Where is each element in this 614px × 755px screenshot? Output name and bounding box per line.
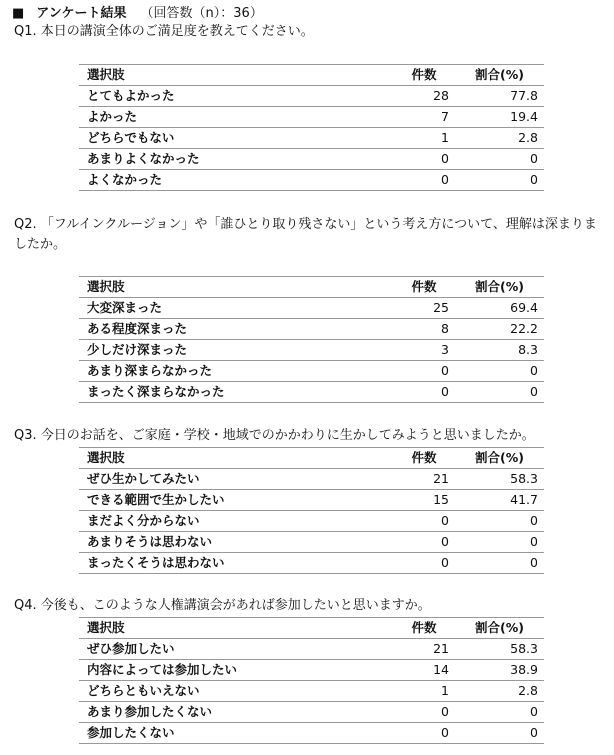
- option-percent: 2.8: [455, 128, 544, 149]
- option-count: 1: [393, 681, 455, 702]
- table-row: [79, 532, 544, 553]
- header-option: 選択肢: [79, 618, 393, 639]
- table-row: [79, 128, 544, 149]
- question-4-text: Q4. 今後も、このような人権講演会があれば参加したいと思いますか。: [14, 598, 431, 613]
- option-count: 1: [393, 128, 455, 149]
- option-label: まったく深まらなかった: [79, 382, 393, 403]
- option-count: 0: [393, 723, 455, 744]
- survey-header: [12, 5, 263, 23]
- option-count: 15: [393, 490, 455, 511]
- table-header-row: [79, 277, 544, 298]
- option-label: ぜひ参加したい: [79, 639, 393, 660]
- option-count: 14: [393, 660, 455, 681]
- respondent-count: （回答数（n）：36）: [140, 6, 263, 21]
- option-label: まだよく分からない: [79, 511, 393, 532]
- question-2-table: [79, 276, 544, 403]
- question-4-table: [79, 617, 544, 744]
- option-percent: 0: [455, 382, 544, 403]
- option-percent: 38.9: [455, 660, 544, 681]
- option-label: 参加したくない: [79, 723, 393, 744]
- option-percent: 0: [455, 702, 544, 723]
- option-percent: 77.8: [455, 86, 544, 107]
- option-percent: 2.8: [455, 681, 544, 702]
- option-label: よかった: [79, 107, 393, 128]
- table-row: [79, 298, 544, 319]
- question-1-table: [79, 64, 544, 191]
- option-count: 0: [393, 702, 455, 723]
- header-percent: 割合(%): [455, 277, 544, 298]
- option-count: 0: [393, 532, 455, 553]
- table-header-row: [79, 65, 544, 86]
- option-label: まったくそうは思わない: [79, 553, 393, 574]
- table-row: [79, 639, 544, 660]
- option-count: 0: [393, 382, 455, 403]
- option-count: 8: [393, 319, 455, 340]
- question-2-text: Q2. 「フルインクルージョン」や「誰ひとり取り残さない」という考え方について、理解は深まりましたか。: [14, 217, 597, 252]
- option-percent: 69.4: [455, 298, 544, 319]
- option-count: 25: [393, 298, 455, 319]
- table-row: [79, 149, 544, 170]
- option-count: 21: [393, 469, 455, 490]
- option-percent: 0: [455, 361, 544, 382]
- table-header-row: [79, 618, 544, 639]
- table-row: [79, 553, 544, 574]
- header-percent: 割合(%): [455, 448, 544, 469]
- option-label: ぜひ生かしてみたい: [79, 469, 393, 490]
- table-row: [79, 660, 544, 681]
- table-header-row: [79, 448, 544, 469]
- option-count: 21: [393, 639, 455, 660]
- option-count: 0: [393, 361, 455, 382]
- option-count: 28: [393, 86, 455, 107]
- option-percent: 0: [455, 511, 544, 532]
- option-count: 0: [393, 170, 455, 191]
- table-row: [79, 490, 544, 511]
- option-label: どちらともいえない: [79, 681, 393, 702]
- option-percent: 22.2: [455, 319, 544, 340]
- option-label: よくなかった: [79, 170, 393, 191]
- table-row: [79, 511, 544, 532]
- question-1-text: Q1. 本日の講演全体のご満足度を教えてください。: [14, 24, 314, 39]
- header-option: 選択肢: [79, 448, 393, 469]
- table-row: [79, 723, 544, 744]
- option-label: 内容によっては参加したい: [79, 660, 393, 681]
- table-row: [79, 86, 544, 107]
- survey-title: アンケート結果: [36, 6, 127, 21]
- header-percent: 割合(%): [455, 618, 544, 639]
- header-count: 件数: [393, 618, 455, 639]
- option-count: 7: [393, 107, 455, 128]
- question-3-table: [79, 447, 544, 574]
- option-label: あまりよくなかった: [79, 149, 393, 170]
- option-count: 0: [393, 511, 455, 532]
- table-row: [79, 469, 544, 490]
- table-row: [79, 319, 544, 340]
- option-percent: 0: [455, 170, 544, 191]
- option-label: あまりそうは思わない: [79, 532, 393, 553]
- table-row: [79, 361, 544, 382]
- table-row: [79, 170, 544, 191]
- option-count: 3: [393, 340, 455, 361]
- option-label: 少しだけ深まった: [79, 340, 393, 361]
- option-percent: 41.7: [455, 490, 544, 511]
- option-percent: 8.3: [455, 340, 544, 361]
- option-label: どちらでもない: [79, 128, 393, 149]
- option-label: あまり参加したくない: [79, 702, 393, 723]
- option-label: できる範囲で生かしたい: [79, 490, 393, 511]
- option-label: ある程度深まった: [79, 319, 393, 340]
- option-percent: 19.4: [455, 107, 544, 128]
- option-label: 大変深まった: [79, 298, 393, 319]
- option-percent: 58.3: [455, 469, 544, 490]
- question-3-text: Q3. 今日のお話を、ご家庭・学校・地域でのかかわりに生かしてみようと思いましたか。: [14, 428, 535, 443]
- table-row: [79, 681, 544, 702]
- square-bullet-icon: ■: [12, 6, 25, 21]
- option-label: あまり深まらなかった: [79, 361, 393, 382]
- option-label: とてもよかった: [79, 86, 393, 107]
- header-count: 件数: [393, 277, 455, 298]
- option-percent: 0: [455, 149, 544, 170]
- table-row: [79, 340, 544, 361]
- table-row: [79, 107, 544, 128]
- option-count: 0: [393, 149, 455, 170]
- option-percent: 0: [455, 532, 544, 553]
- header-percent: 割合(%): [455, 65, 544, 86]
- table-row: [79, 702, 544, 723]
- header-count: 件数: [393, 448, 455, 469]
- option-percent: 0: [455, 553, 544, 574]
- header-option: 選択肢: [79, 65, 393, 86]
- header-count: 件数: [393, 65, 455, 86]
- option-count: 0: [393, 553, 455, 574]
- table-row: [79, 382, 544, 403]
- header-option: 選択肢: [79, 277, 393, 298]
- option-percent: 58.3: [455, 639, 544, 660]
- option-percent: 0: [455, 723, 544, 744]
